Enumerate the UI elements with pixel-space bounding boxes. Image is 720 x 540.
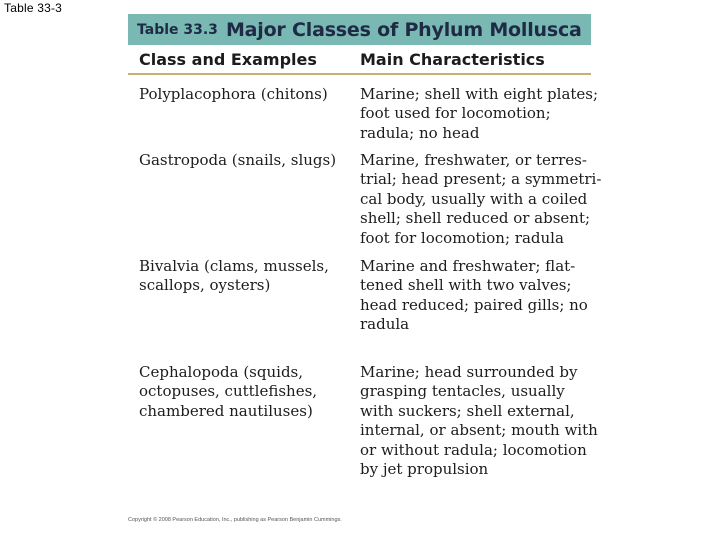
table-title-bar [128, 14, 591, 45]
characteristics-cell [349, 85, 599, 143]
characteristics-text: with suckers; shell external, [360, 401, 575, 420]
class-text: scallops, oysters) [139, 276, 271, 295]
characteristics-text: foot used for locomotion; [360, 104, 551, 123]
characteristics-cell [349, 151, 602, 248]
table-title: Major Classes of Phylum Mollusca [225, 18, 582, 41]
characteristics-text: head reduced; paired gills; no [360, 295, 588, 314]
characteristics-text: Marine, freshwater, or terres- [360, 151, 587, 169]
characteristics-text: tened shell with two valves; [360, 276, 572, 295]
characteristics-text: radula [360, 315, 410, 334]
header-class-examples: Class and Examples [139, 49, 317, 69]
class-cell [128, 363, 349, 479]
table-number: Table 33.3 [137, 21, 218, 38]
class-text: Gastropoda (snails, slugs) [139, 151, 337, 169]
table-row [128, 257, 591, 335]
slide-label: Table 33-3 [4, 1, 63, 15]
characteristics-text: cal body, usually with a coiled [360, 189, 588, 208]
class-text: chambered nautiluses) [139, 401, 313, 420]
characteristics-cell [349, 363, 598, 479]
table-header-row [128, 45, 591, 75]
characteristics-text: Marine; shell with eight plates; [360, 85, 599, 103]
characteristics-text: trial; head present; a symmetri- [360, 170, 602, 189]
class-cell [128, 85, 349, 143]
class-cell [128, 151, 349, 248]
class-text: Polyplacophora (chitons) [139, 85, 328, 103]
characteristics-text: grasping tentacles, usually [360, 382, 565, 401]
table-row [128, 85, 599, 143]
characteristics-text: Marine; head surrounded by [360, 363, 578, 381]
table-row [128, 363, 598, 479]
characteristics-text: internal, or absent; mouth with [360, 421, 598, 440]
characteristics-text: foot for locomotion; radula [360, 228, 564, 247]
characteristics-text: shell; shell reduced or absent; [360, 209, 591, 228]
characteristics-text: or without radula; locomotion [360, 440, 587, 459]
copyright-notice: Copyright © 2008 Pearson Education, Inc., publishing as Pearson Benjamin Cummings. [128, 517, 342, 523]
mollusca-table [128, 14, 602, 479]
characteristics-text: by jet propulsion [360, 460, 489, 479]
class-cell [128, 257, 349, 335]
characteristics-text: radula; no head [360, 123, 480, 142]
class-text: Bivalvia (clams, mussels, [139, 257, 329, 275]
characteristics-text: Marine and freshwater; flat- [360, 257, 576, 275]
characteristics-cell [349, 257, 591, 335]
table-row [128, 151, 602, 248]
class-text: octopuses, cuttlefishes, [139, 382, 318, 401]
header-main-characteristics: Main Characteristics [360, 49, 545, 69]
class-text: Cephalopoda (squids, [139, 363, 304, 381]
